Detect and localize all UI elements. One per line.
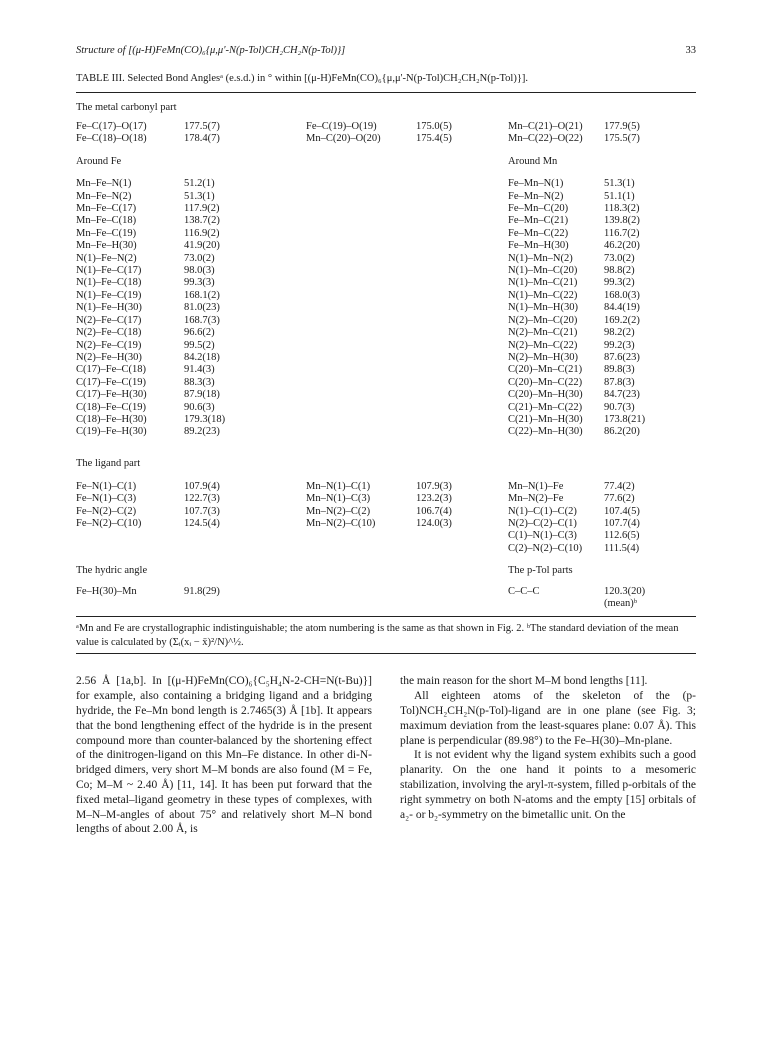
angle-value: 178.4(7): [184, 133, 220, 145]
body-column-left: [76, 674, 372, 837]
fe-angle-label: N(1)–Fe–C(17): [76, 265, 142, 277]
around-fe-title: Around Fe: [76, 155, 122, 167]
paragraph: It is not evident why the ligand system exhibits such a good planarity. On the one hand it points to a mesomeric stabilization, involving the aryl-π-system, filled p-orbitals of the right symmetry on both N-atoms and the empty [15] orbitals of a₂- or b₂-symmetry on the bimetallic unit. On the: [400, 749, 696, 821]
fe-angle-value: 117.9(2): [184, 203, 220, 215]
angle-label: [306, 543, 416, 555]
mn-angle-value: 51.3(1): [604, 178, 635, 190]
angle-value: 111.5(4): [604, 542, 640, 554]
fe-angle-value: 179.3(18): [184, 413, 226, 425]
mn-angle-value: 118.3(2): [604, 203, 640, 215]
angle-label: Fe–C(17)–O(17): [76, 121, 147, 132]
mn-angle-value: 139.8(2): [604, 215, 640, 227]
fe-angle-value: 81.0(23): [184, 302, 220, 314]
angle-label: [306, 530, 416, 542]
fe-angle-label: Mn–Fe–C(18): [76, 215, 137, 227]
journal-page: [76, 44, 696, 837]
table-row: [76, 426, 696, 438]
angle-value: [184, 543, 306, 555]
table-row: [76, 352, 696, 364]
body-column-right: [400, 674, 696, 837]
mn-angle-label: Fe–Mn–C(22): [508, 227, 569, 239]
metal-carbonyl-table: [76, 121, 696, 146]
mn-angle-value: 73.0(2): [604, 252, 635, 264]
angle-value: 175.0(5): [416, 121, 452, 132]
angle-value: [416, 530, 508, 542]
angle-value: 123.2(3): [416, 493, 452, 505]
fe-angle-label: Mn–Fe–N(1): [76, 178, 132, 190]
table-row: [76, 191, 696, 203]
mn-angle-value: 116.7(2): [604, 227, 640, 239]
table-row: [76, 215, 696, 227]
angle-label: Fe–N(2)–C(2): [76, 505, 137, 517]
running-head: [76, 44, 696, 58]
table-row: [76, 543, 696, 555]
table-row: [76, 327, 696, 339]
table-row: [76, 493, 696, 505]
table-row: [76, 178, 696, 190]
footnote-rule: [76, 653, 696, 654]
body-text: [76, 674, 696, 837]
angle-value: 175.5(7): [604, 133, 640, 145]
mn-angle-label: N(1)–Mn–C(21): [508, 277, 578, 289]
ptol-note: (mean)ᵇ: [604, 598, 637, 609]
table-row: [76, 253, 696, 265]
angle-label: N(2)–C(2)–C(1): [508, 517, 577, 529]
mn-angle-value: 169.2(2): [604, 314, 640, 326]
angle-value: 107.9(3): [416, 480, 452, 492]
angle-label: Mn–N(1)–Fe: [508, 480, 564, 492]
mn-angle-label: N(1)–Mn–N(2): [508, 252, 573, 264]
fe-angle-label: C(18)–Fe–C(19): [76, 401, 146, 413]
table-row: [76, 315, 696, 327]
page-number: 33: [685, 45, 696, 56]
around-heading-row: [76, 156, 696, 168]
fe-angle-label: Mn–Fe–C(17): [76, 203, 137, 215]
mn-angle-value: 99.3(2): [604, 277, 635, 289]
paragraph: the main reason for the short M–M bond lengths [11].: [400, 675, 648, 688]
mn-angle-label: C(20)–Mn–C(21): [508, 364, 583, 376]
angle-label: Mn–C(21)–O(21): [508, 121, 583, 132]
angle-value: 175.4(5): [416, 133, 452, 145]
mn-angle-value: 84.7(23): [604, 389, 640, 401]
mn-angle-value: 87.8(3): [604, 376, 635, 388]
fe-angle-label: N(2)–Fe–C(19): [76, 339, 142, 351]
mn-angle-label: N(2)–Mn–C(20): [508, 314, 578, 326]
fe-angle-value: 84.2(18): [184, 351, 220, 363]
table-row: [76, 364, 696, 376]
fe-angle-value: 96.6(2): [184, 327, 215, 339]
fe-angle-value: 51.3(1): [184, 190, 215, 202]
fe-angle-value: 138.7(2): [184, 215, 220, 227]
table-row: [76, 518, 696, 530]
fe-angle-value: 73.0(2): [184, 252, 215, 264]
angle-value: 122.7(3): [184, 493, 220, 505]
hydric-ptol-table: [76, 565, 696, 610]
angle-value: 77.6(2): [604, 493, 635, 505]
table-bottom-rule: [76, 616, 696, 617]
mn-angle-label: N(2)–Mn–H(30): [508, 351, 578, 363]
paragraph: All eighteen atoms of the skeleton of the (p-Tol)NCH₂CH₂N(p-Tol)-ligand are in one plane (see Fig. 3; maximum deviation from the least-squares plane: 0.07 Å). This plane is perpendicular (89.98°) to the Fe–H(30)–Mn-plane.: [400, 690, 696, 747]
angle-label: Mn–N(2)–C(2): [306, 505, 371, 517]
hydric-label: Fe–H(30)–Mn: [76, 585, 137, 597]
angle-value: 177.5(7): [184, 121, 220, 132]
mn-angle-value: 98.2(2): [604, 327, 635, 339]
mn-angle-label: N(2)–Mn–C(21): [508, 327, 578, 339]
angle-label: Fe–N(1)–C(3): [76, 493, 137, 505]
angle-label: Mn–N(1)–C(3): [306, 493, 371, 505]
fe-angle-label: Mn–Fe–H(30): [76, 240, 137, 252]
mn-angle-value: 99.2(3): [604, 339, 635, 351]
fe-angle-label: Mn–Fe–N(2): [76, 190, 132, 202]
mn-angle-label: N(2)–Mn–C(22): [508, 339, 578, 351]
mn-angle-label: Fe–Mn–N(1): [508, 178, 564, 190]
table-row: [76, 277, 696, 289]
fe-angle-label: C(19)–Fe–H(30): [76, 426, 147, 438]
fe-angle-label: N(1)–Fe–C(18): [76, 277, 142, 289]
mn-angle-label: C(20)–Mn–C(22): [508, 376, 583, 388]
hydric-title: The hydric angle: [76, 565, 148, 577]
mn-angle-label: N(1)–Mn–H(30): [508, 302, 578, 314]
angle-label: [76, 543, 184, 555]
fe-angle-value: 168.7(3): [184, 314, 220, 326]
angle-value: 77.4(2): [604, 480, 635, 492]
table-row: [76, 389, 696, 401]
mn-angle-value: 86.2(20): [604, 426, 640, 438]
fe-angle-value: 116.9(2): [184, 227, 220, 239]
fe-angle-value: 89.2(23): [184, 426, 220, 438]
table-row: [76, 228, 696, 240]
fe-angle-value: 99.3(3): [184, 277, 215, 289]
mn-angle-label: N(1)–Mn–C(20): [508, 265, 578, 277]
angle-value: 107.7(3): [184, 505, 220, 517]
angle-value: 124.0(3): [416, 517, 452, 529]
angle-value: 106.7(4): [416, 505, 452, 517]
angle-value: 112.6(5): [604, 530, 640, 542]
angle-label: Mn–N(2)–Fe: [508, 493, 564, 505]
table-row: [76, 530, 696, 542]
fe-angle-value: 99.5(2): [184, 339, 215, 351]
angle-label: C(2)–N(2)–C(10): [508, 542, 583, 554]
fe-angle-label: N(1)–Fe–C(19): [76, 289, 142, 301]
table-top-rule: [76, 92, 696, 93]
mn-angle-label: Fe–Mn–C(21): [508, 215, 569, 227]
angle-value: 124.5(4): [184, 517, 220, 529]
table-row: [76, 133, 696, 145]
ptol-value: 120.3(20): [604, 585, 646, 597]
mn-angle-label: C(21)–Mn–H(30): [508, 413, 583, 425]
fe-angle-label: N(2)–Fe–C(17): [76, 314, 142, 326]
mn-angle-label: C(21)–Mn–C(22): [508, 401, 583, 413]
angle-label: Mn–N(1)–C(1): [306, 480, 371, 492]
fe-angle-value: 41.9(20): [184, 240, 220, 252]
table-row: [76, 290, 696, 302]
table-row: [76, 240, 696, 252]
angle-label: N(1)–C(1)–C(2): [508, 505, 577, 517]
angle-value: 177.9(5): [604, 121, 640, 132]
mn-angle-value: 173.8(21): [604, 413, 646, 425]
running-title: Structure of [(μ-H)FeMn(CO)₆{μ,μ'-N(p-Tol)CH₂CH₂N(p-Tol)}]: [76, 45, 346, 56]
mn-angle-value: 46.2(20): [604, 240, 640, 252]
table-row: [76, 414, 696, 426]
table-row: [76, 302, 696, 314]
angle-label: Mn–C(20)–O(20): [306, 133, 381, 145]
angle-label: [76, 530, 184, 542]
mn-angle-value: 168.0(3): [604, 289, 640, 301]
fe-angle-label: Mn–Fe–C(19): [76, 227, 137, 239]
fe-angle-label: C(17)–Fe–C(19): [76, 376, 146, 388]
angle-value: [416, 543, 508, 555]
fe-angle-label: C(17)–Fe–C(18): [76, 364, 146, 376]
section-ligand-title: The ligand part: [76, 457, 141, 469]
table-footnotes: ᵃMn and Fe are crystallographic indistinguishable; the atom numbering is the same as that shown in Fig. 2. ᵇThe standard deviation of the mean value is calculated by (Σᵢ(xᵢ − x̄)²/N)^½.: [76, 623, 679, 648]
fe-angle-label: N(2)–Fe–C(18): [76, 327, 142, 339]
mn-angle-value: 98.8(2): [604, 265, 635, 277]
fe-angle-label: N(1)–Fe–H(30): [76, 302, 142, 314]
around-mn-title: Around Mn: [508, 155, 558, 167]
fe-angle-label: N(2)–Fe–H(30): [76, 351, 142, 363]
mn-angle-label: C(22)–Mn–H(30): [508, 426, 583, 438]
angle-value: [184, 530, 306, 542]
angle-value: 107.7(4): [604, 517, 640, 529]
fe-angle-label: C(17)–Fe–H(30): [76, 389, 147, 401]
mn-angle-label: Fe–Mn–N(2): [508, 190, 564, 202]
ptol-title: The p-Tol parts: [508, 565, 573, 577]
table-row: [76, 121, 696, 133]
angle-label: Fe–N(2)–C(10): [76, 517, 142, 529]
paragraph: 2.56 Å [1a,b]. In [(μ-H)FeMn(CO)₆{C₅H₄N-2-CH=N(t-Bu)}] for example, also containing a bridging ligand and a bridging hydride, the Fe–Mn bond length is 2.7465(3) Å [1b]. It appears that the bond lengthening effect of the hydride is in the present compound more than counter-balanced by the shortening effect of the dinitrogen-ligand on this Mn–Fe distance. In other di-N-bridged dimers, very short M–M bonds are also found (M = Fe, Co; M–M ~ 2.40 Å) [11, 14]. It has been put forward that the fixed metal–ligand geometry in these types of complexes, with M–N–M-angles of about 75° and relatively short M–N bond lengths of about 2.00 Å, is: [76, 675, 372, 836]
fe-angle-value: 51.2(1): [184, 178, 215, 190]
mn-angle-label: C(20)–Mn–H(30): [508, 389, 583, 401]
angle-label: Mn–N(2)–C(10): [306, 517, 376, 529]
fe-angle-value: 98.0(3): [184, 265, 215, 277]
table-row: [76, 340, 696, 352]
mn-angle-label: Fe–Mn–H(30): [508, 240, 569, 252]
table-row: [76, 377, 696, 389]
ligand-table: [76, 481, 696, 555]
angle-label: C(1)–N(1)–C(3): [508, 530, 577, 542]
table-row: [76, 402, 696, 414]
around-metal-table: [76, 178, 696, 439]
table-row: [76, 506, 696, 518]
fe-angle-label: C(18)–Fe–H(30): [76, 413, 147, 425]
mn-angle-value: 87.6(23): [604, 351, 640, 363]
fe-angle-value: 91.4(3): [184, 364, 215, 376]
table-caption: TABLE III. Selected Bond Anglesᵃ (e.s.d.) in ° within [(μ-H)FeMn(CO)₆{μ,μ'-N(p-Tol)CH₂CH₂N(p-Tol)}].: [76, 73, 528, 84]
mn-angle-value: 84.4(19): [604, 302, 640, 314]
mn-angle-label: N(1)–Mn–C(22): [508, 289, 578, 301]
angle-label: Mn–C(22)–O(22): [508, 133, 583, 145]
angle-label: Fe–N(1)–C(1): [76, 480, 137, 492]
table-row: [76, 203, 696, 215]
angle-value: 107.9(4): [184, 480, 220, 492]
table-row: [76, 265, 696, 277]
ptol-label: C–C–C: [508, 585, 540, 597]
mn-angle-value: 51.1(1): [604, 190, 635, 202]
mn-angle-value: 90.7(3): [604, 401, 635, 413]
mn-angle-label: Fe–Mn–C(20): [508, 203, 569, 215]
angle-label: Fe–C(19)–O(19): [306, 121, 377, 132]
fe-angle-value: 90.6(3): [184, 401, 215, 413]
table-row: [76, 481, 696, 493]
fe-angle-value: 87.9(18): [184, 389, 220, 401]
angle-label: Fe–C(18)–O(18): [76, 133, 147, 145]
section-metal-carbonyl-title: The metal carbonyl part: [76, 102, 177, 113]
mn-angle-value: 89.8(3): [604, 364, 635, 376]
fe-angle-label: N(1)–Fe–N(2): [76, 252, 137, 264]
hydric-value: 91.8(29): [184, 585, 220, 597]
fe-angle-value: 168.1(2): [184, 289, 220, 301]
angle-value: 107.4(5): [604, 505, 640, 517]
fe-angle-value: 88.3(3): [184, 376, 215, 388]
